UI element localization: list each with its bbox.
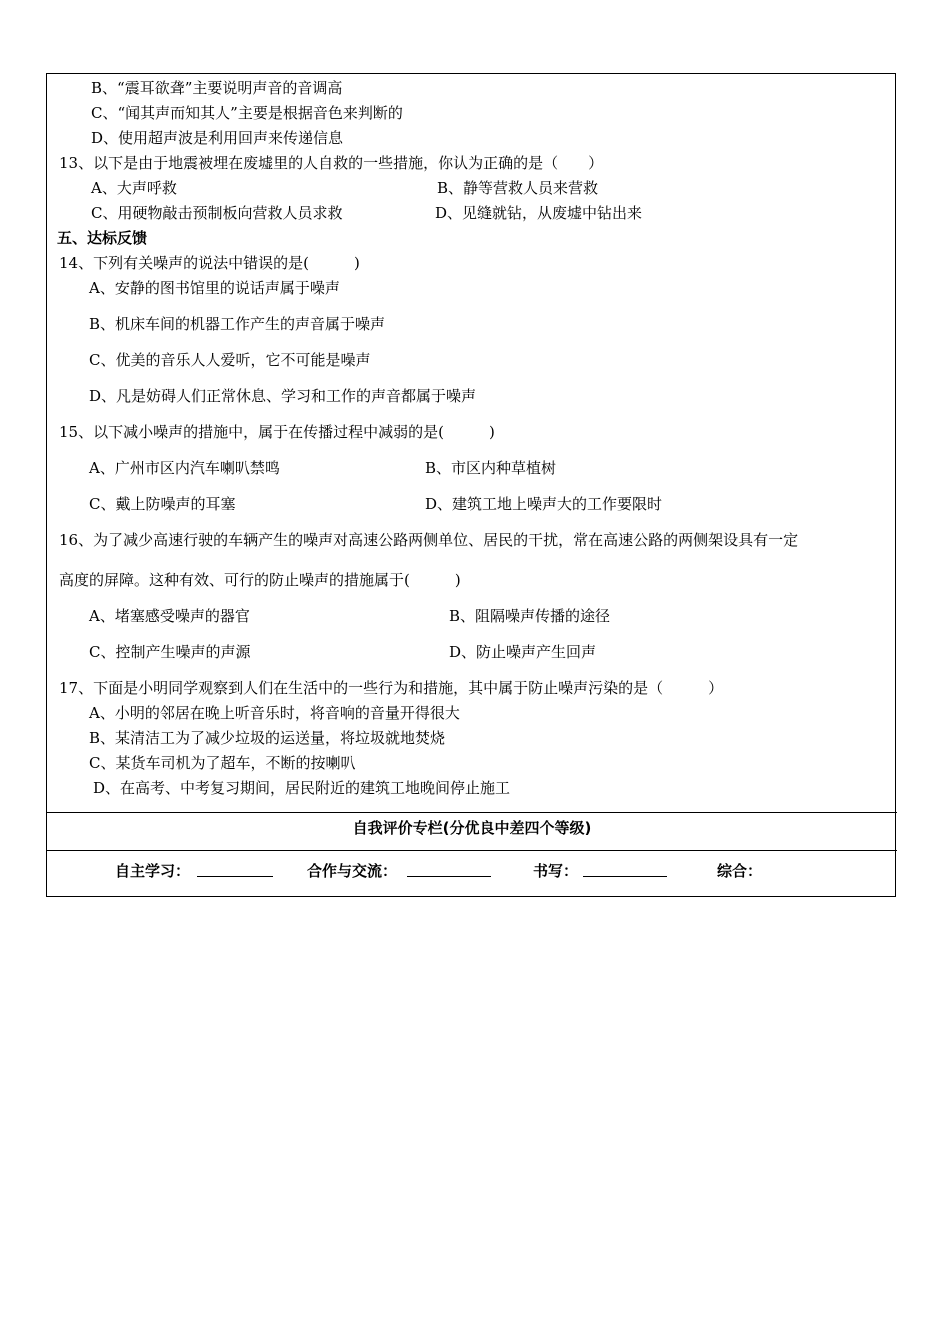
self-study-blank[interactable]: [197, 876, 273, 877]
cooperation-blank[interactable]: [407, 876, 491, 877]
q14-option-d: D、凡是妨碍人们正常休息、学习和工作的声音都属于噪声: [89, 387, 477, 405]
self-study-label: 自主学习：: [115, 862, 191, 880]
q14-option-a: A、安静的图书馆里的说话声属于噪声: [89, 279, 340, 297]
overall-label: 综合：: [717, 862, 763, 880]
q16-option-a: A、堵塞感受噪声的器官: [89, 607, 250, 625]
q15-option-b: B、市区内种草植树: [425, 459, 557, 477]
cooperation-label: 合作与交流：: [307, 862, 398, 880]
q14-option-c: C、优美的音乐人人爱听，它不可能是噪声: [89, 351, 371, 369]
q13-option-b: B、静等营救人员来营救: [437, 179, 599, 197]
q16-option-b: B、阻隔噪声传播的途径: [449, 607, 611, 625]
questions-cell: [47, 74, 897, 813]
worksheet-table: [46, 73, 896, 897]
question-13: 13、以下是由于地震被埋在废墟里的人自救的一些措施，你认为正确的是（ ）: [59, 154, 604, 172]
q17-option-a: A、小明的邻居在晚上听音乐时，将音响的音量开得很大: [89, 704, 460, 722]
question-17: 17、下面是小明同学观察到人们在生活中的一些行为和措施，其中属于防止噪声污染的是（ ）: [59, 679, 724, 697]
question-16-line2: 高度的屏障。这种有效、可行的防止噪声的措施属于( ): [59, 571, 461, 589]
section-heading: 五、达标反馈: [57, 229, 148, 247]
q17-option-b: B、某清洁工为了减少垃圾的运送量，将垃圾就地焚烧: [89, 729, 446, 747]
writing-blank[interactable]: [583, 876, 667, 877]
q13-option-a: A、大声呼救: [91, 179, 177, 197]
q13-option-d: D、见缝就钻，从废墟中钻出来: [435, 204, 643, 222]
q13-option-c: C、用硬物敲击预制板向营救人员求救: [91, 204, 343, 222]
q15-option-d: D、建筑工地上噪声大的工作要限时: [425, 495, 663, 513]
q12-option-c: C、“闻其声而知其人”主要是根据音色来判断的: [91, 104, 403, 122]
q16-option-d: D、防止噪声产生回声: [449, 643, 597, 661]
question-14: 14、下列有关噪声的说法中错误的是( ): [59, 254, 360, 272]
question-16-line1: 16、为了减少高速行驶的车辆产生的噪声对高速公路两侧单位、居民的干扰，常在高速公路的两侧架设具有一定: [59, 531, 799, 549]
self-evaluation-fields: [47, 851, 897, 897]
writing-label: 书写：: [533, 862, 579, 880]
q12-option-b: B、“震耳欲聋”主要说明声音的音调高: [91, 79, 343, 97]
q14-option-b: B、机床车间的机器工作产生的声音属于噪声: [89, 315, 386, 333]
q15-option-a: A、广州市区内汽车喇叭禁鸣: [89, 459, 280, 477]
q17-option-d: D、在高考、中考复习期间，居民附近的建筑工地晚间停止施工: [93, 779, 511, 797]
question-15: 15、以下减小噪声的措施中，属于在传播过程中减弱的是( ): [59, 423, 495, 441]
self-evaluation-title: 自我评价专栏(分优良中差四个等级): [47, 813, 897, 851]
q16-option-c: C、控制产生噪声的声源: [89, 643, 251, 661]
q15-option-c: C、戴上防噪声的耳塞: [89, 495, 236, 513]
q17-option-c: C、某货车司机为了超车，不断的按喇叭: [89, 754, 356, 772]
q12-option-d: D、使用超声波是利用回声来传递信息: [91, 129, 344, 147]
